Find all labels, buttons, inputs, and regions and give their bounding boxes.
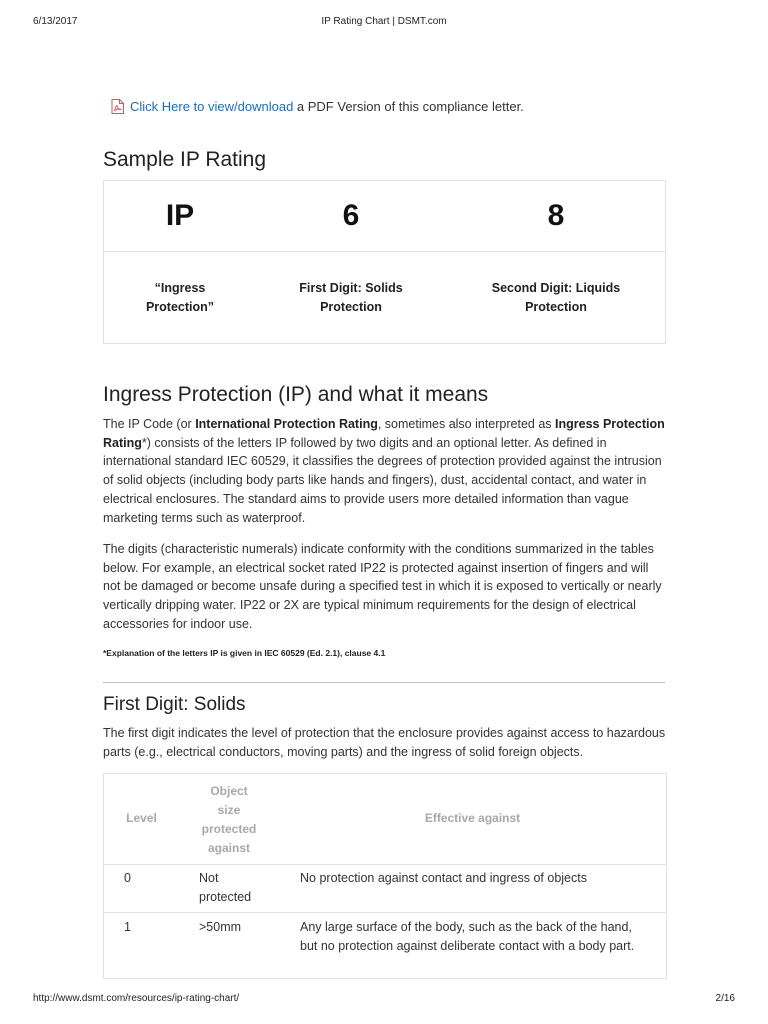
- ingress-p1-bold-ingress: Ingress Protection Rating: [103, 417, 665, 450]
- ingress-p1-bold-ipr: International Protection Rating: [195, 417, 378, 431]
- print-date: 6/13/2017: [33, 16, 78, 27]
- sample-label-ip-line1: “Ingress: [154, 281, 206, 295]
- sample-label-second-line1: Second Digit: Liquids: [491, 281, 621, 295]
- col-header-size-l3: protected: [201, 822, 257, 836]
- row-size-l2: protected: [199, 890, 252, 904]
- ingress-footnote: *Explanation of the letters IP is given in IEC 60529 (Ed. 2.1), clause 4.1: [103, 648, 386, 658]
- col-header-object-size: [179, 782, 279, 858]
- table-row: [104, 913, 666, 979]
- pdf-download-link[interactable]: Click Here to view/download: [130, 99, 294, 114]
- print-footer: [0, 993, 768, 1007]
- row-effective: Any large surface of the body, such as the back of the hand, but no protection against deliberate contact with a body part.: [300, 920, 635, 953]
- print-title: IP Rating Chart | DSMT.com: [321, 16, 447, 27]
- row-effective: No protection against contact and ingress of objects: [300, 871, 587, 885]
- row-level: 1: [124, 920, 131, 934]
- col-header-size-l2: size: [217, 803, 241, 817]
- pdf-link-suffix: a PDF Version of this compliance letter.: [293, 99, 524, 114]
- solids-table-header: [104, 774, 666, 865]
- ingress-paragraph-2: The digits (characteristic numerals) indicate conformity with the conditions summarized in the tables below. For example, an electrical socket rated IP22 is protected against insertion of fingers and will not be damaged or become unsafe during a specified test in which it is exposed to vertically or nearly vertically dripping water. IP22 or 2X are typical minimum requirements for the design of electrical accessories for indoor use.: [103, 542, 662, 631]
- solids-table: [103, 773, 667, 979]
- ingress-p1-text-d: *) consists of the letters IP followed by two digits and an optional letter. As defined in international standard IEC 60529, it classifies the degrees of protection provided against the intrusion of solid objects (including body parts like hands and fingers), dust, accidental contact, and water in electrical enclosures. The standard aims to provide users more detailed information than vague marketing terms such as waterproof.: [103, 435, 662, 525]
- col-header-size-l4: against: [207, 841, 250, 855]
- col-header-level: Level: [126, 811, 157, 825]
- ingress-p1-text-c: , sometimes also interpreted as: [377, 417, 556, 431]
- pdf-download-row: [111, 99, 524, 114]
- section-divider: [103, 682, 665, 683]
- sample-label-ip-line2: Protection”: [145, 300, 215, 314]
- print-header: [0, 16, 768, 30]
- sample-value-first-digit: 6: [342, 199, 360, 232]
- sample-value-ip: IP: [165, 199, 195, 232]
- sample-value-second-digit: 8: [547, 199, 565, 232]
- pdf-file-icon[interactable]: [111, 99, 124, 114]
- first-digit-intro: The first digit indicates the level of protection that the enclosure provides against access to hazardous parts (e.g., electrical conductors, moving parts) and the ingress of solid foreign objects.: [103, 726, 666, 759]
- sample-label-second-line2: Protection: [525, 300, 587, 314]
- row-object-size: >50mm: [199, 920, 242, 934]
- row-level: 0: [124, 871, 131, 885]
- sample-label-second-digit: [446, 279, 666, 317]
- sample-label-ip: [104, 279, 256, 317]
- col-header-effective: Effective against: [424, 811, 521, 825]
- ingress-heading: Ingress Protection (IP) and what it means: [103, 383, 489, 406]
- row-object-size: [199, 869, 274, 907]
- table-row: [104, 864, 666, 913]
- print-page-number: 2/16: [715, 993, 735, 1004]
- col-header-size-l1: Object: [210, 784, 248, 798]
- first-digit-heading: First Digit: Solids: [103, 694, 246, 715]
- sample-label-first-line1: First Digit: Solids: [299, 281, 403, 295]
- ingress-p1-text-a: The IP Code (or: [103, 417, 196, 431]
- sample-label-first-line2: Protection: [320, 300, 382, 314]
- sample-label-first-digit: [256, 279, 446, 317]
- ingress-paragraph-1: [103, 415, 666, 527]
- sample-heading: Sample IP Rating: [103, 148, 267, 171]
- row-size-l1: Not: [199, 871, 219, 885]
- sample-ip-rating-box: [103, 180, 666, 344]
- print-url: http://www.dsmt.com/resources/ip-rating-chart/: [33, 993, 240, 1004]
